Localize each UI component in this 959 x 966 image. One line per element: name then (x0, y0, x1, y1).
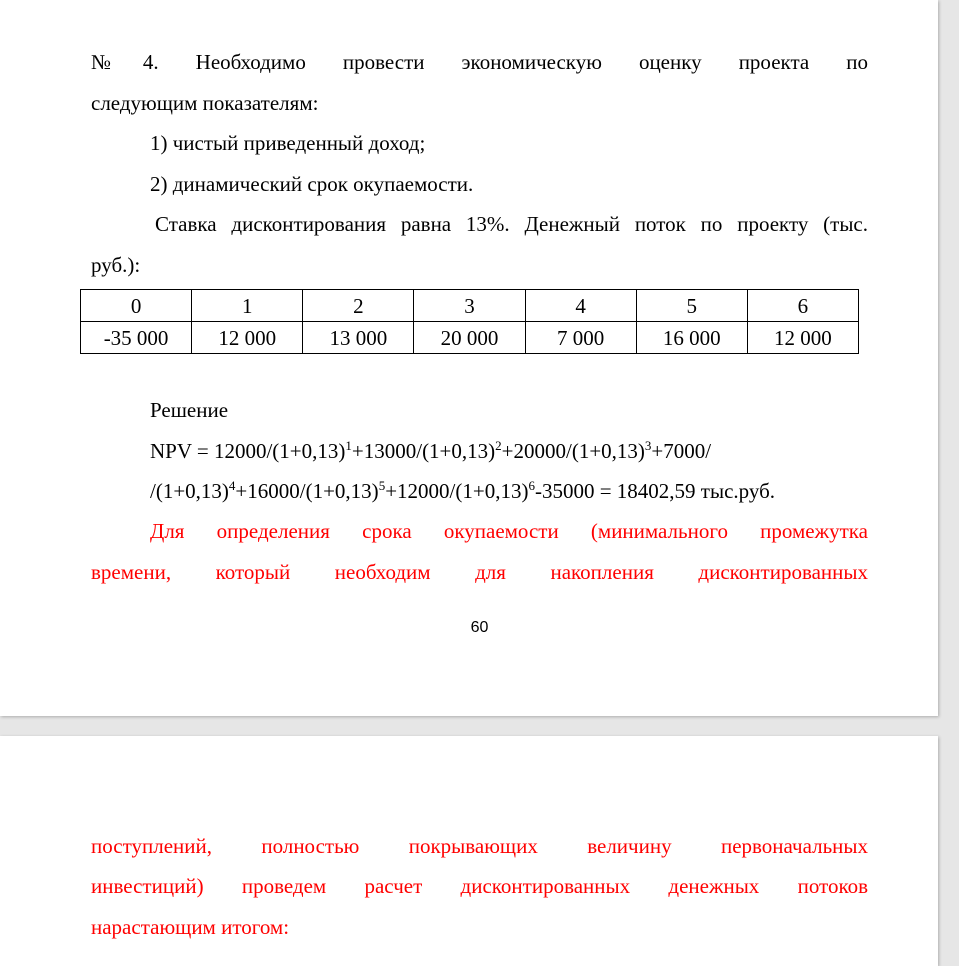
table-cell: 1 (192, 290, 303, 322)
formula-text: /(1+0,13) (150, 479, 229, 503)
payback-text-line-1: Для определения срока окупаемости (минимального промежутка (150, 519, 868, 543)
table-cell: 4 (525, 290, 636, 322)
npv-formula-line-2 (150, 479, 775, 503)
table-cell: -35 000 (81, 322, 192, 354)
payback-text-line-3: поступлений, полностью покрывающих величину первоначальных (91, 834, 868, 858)
table-cell: 6 (747, 290, 858, 322)
formula-text: +16000/(1+0,13) (235, 479, 379, 503)
table-cell: 0 (81, 290, 192, 322)
table-cell: 16 000 (636, 322, 747, 354)
table-cell: 7 000 (525, 322, 636, 354)
exponent: 4 (228, 478, 236, 493)
table-cell: 2 (303, 290, 414, 322)
table-cell: 12 000 (192, 322, 303, 354)
cashflow-table (80, 289, 859, 354)
exponent: 3 (644, 438, 652, 453)
exponent: 2 (495, 438, 502, 453)
document-page-61 (0, 736, 938, 966)
table-cell: 5 (636, 290, 747, 322)
exponent: 1 (345, 438, 352, 453)
formula-text: -35000 = 18402,59 тыс.руб. (534, 479, 776, 503)
solution-heading: Решение (150, 398, 229, 422)
payback-text-line-2: времени, который необходим для накопления дисконтированных (91, 560, 868, 584)
exponent: 5 (378, 478, 386, 493)
exponent: 6 (528, 478, 535, 493)
payback-text-line-5: нарастающим итогом: (91, 915, 290, 939)
task-line-2: следующим показателям: (91, 91, 319, 115)
npv-formula-line-1 (150, 439, 711, 463)
formula-text: +13000/(1+0,13) (351, 439, 496, 463)
rate-line-2: руб.): (91, 253, 141, 277)
table-cell: 12 000 (747, 322, 858, 354)
formula-text: +20000/(1+0,13) (501, 439, 645, 463)
list-item-2: 2) динамический срок окупаемости. (150, 172, 474, 196)
formula-text: +12000/(1+0,13) (385, 479, 529, 503)
table-cell: 13 000 (303, 322, 414, 354)
table-row-flows (81, 322, 859, 354)
page-number: 60 (470, 619, 489, 636)
table-cell: 3 (414, 290, 525, 322)
formula-text: NPV = 12000/(1+0,13) (150, 439, 346, 463)
formula-text: +7000/ (651, 439, 712, 463)
table-cell: 20 000 (414, 322, 525, 354)
task-line-1: №4. Необходимо провести экономическую оценку проекта по (91, 50, 868, 74)
table-row-years (81, 290, 859, 322)
payback-text-line-4: инвестиций) проведем расчет дисконтированных денежных потоков (91, 874, 868, 898)
rate-line-1: Ставка дисконтирования равна 13%. Денежный поток по проекту (тыс. (155, 212, 868, 236)
list-item-1: 1) чистый приведенный доход; (150, 131, 426, 155)
